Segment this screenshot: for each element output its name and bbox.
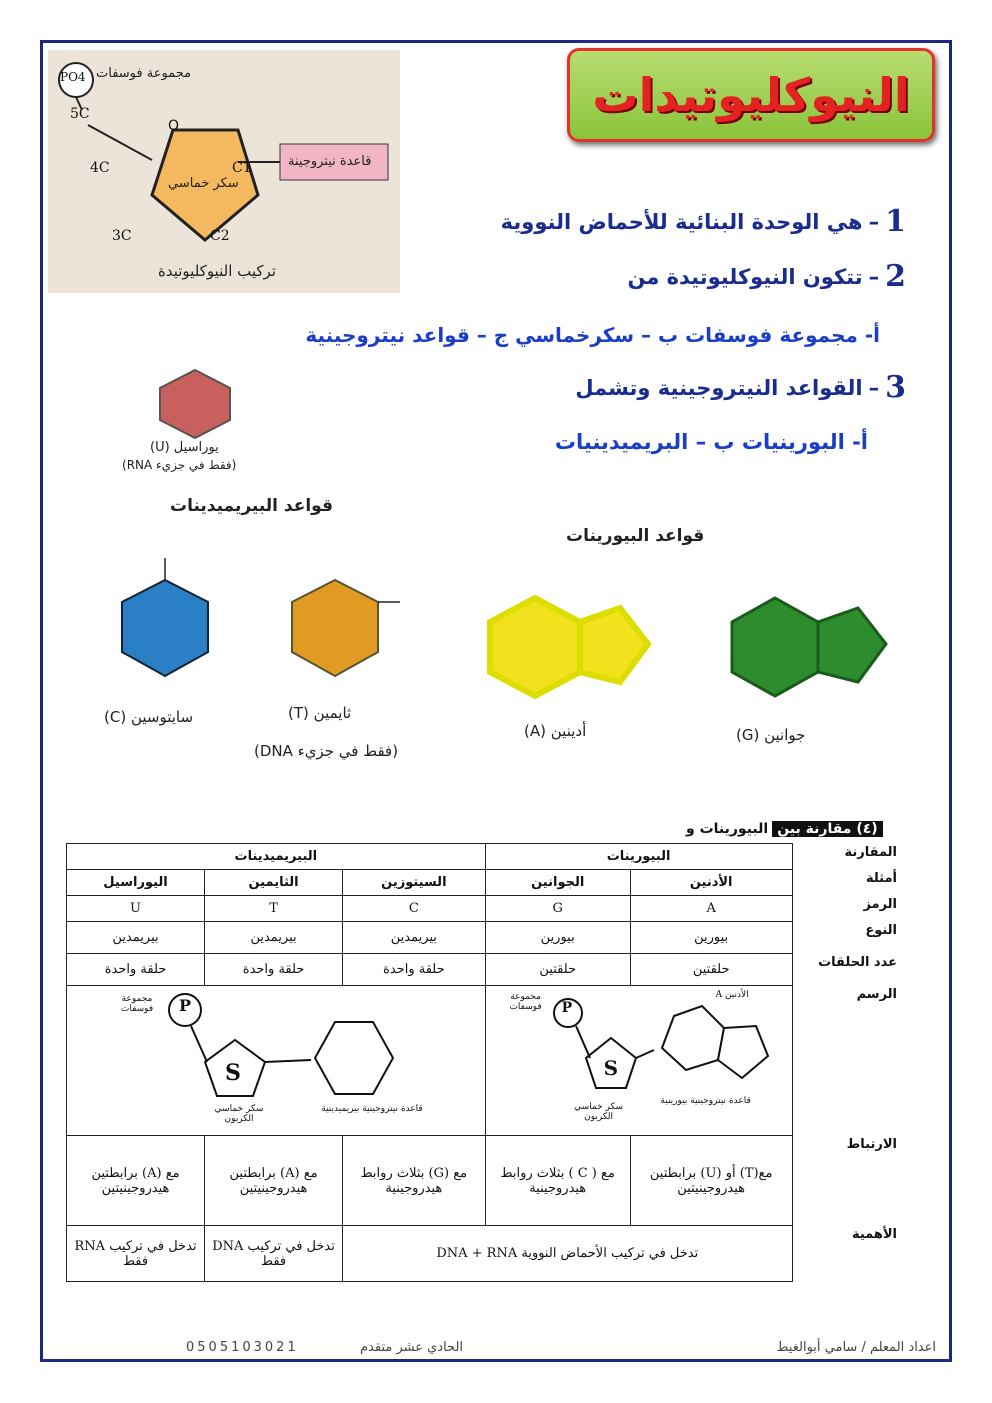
pyrimidine-p-bond — [191, 1026, 207, 1062]
col-name: السيتوزين — [343, 870, 486, 896]
purine-drawing-cell — [485, 986, 792, 1136]
bond-cell: مع (A) برابطتين هيدروجينيتين — [67, 1136, 205, 1226]
uracil-ring — [160, 370, 230, 438]
purines-heading: قواعد البيورينات — [566, 526, 705, 546]
type-cell: بيريمدين — [343, 922, 486, 954]
pyrimidine-p-letter: P — [179, 996, 192, 1015]
symbol-cell: A — [630, 896, 792, 922]
comparison-title-box: (٤) مقارنة بين — [772, 821, 882, 837]
bond-cell: مع(T) أو (U) برابطتين هيدروجينيتين — [630, 1136, 792, 1226]
type-cell: بيريمدين — [205, 922, 343, 954]
guanine-ring6 — [732, 598, 818, 696]
group-pyrimidines: البيريميدينات — [67, 844, 486, 870]
symbol-cell: T — [205, 896, 343, 922]
label-c2: C2 — [210, 228, 230, 244]
purine-adenine-label: الأدنين A — [715, 990, 749, 1000]
bond-cell: مع (A) برابطتين هيدروجينيتين — [205, 1136, 343, 1226]
label-c3: 3C — [112, 228, 132, 244]
bases-structures — [90, 540, 890, 720]
rings-cell: حلقة واحدة — [67, 954, 205, 986]
thymine-ring — [292, 580, 378, 676]
purine-base-label: قاعدة نيتروجينية بيورينية — [660, 1096, 751, 1106]
footer-grade: الحادي عشر متقدم — [360, 1340, 464, 1355]
footer-phone: 0505103021 — [186, 1340, 299, 1355]
purine-p-letter: P — [561, 1000, 573, 1016]
comparison-table — [66, 843, 900, 1282]
col-name: اليوراسيل — [67, 870, 205, 896]
rings-cell: حلقتين — [485, 954, 630, 986]
col-name: الأدنين — [630, 870, 792, 896]
purine-ring5 — [718, 1026, 768, 1078]
row-header-importance: الأهمية — [851, 1226, 897, 1242]
point-2-number: 2 — [885, 259, 906, 294]
pyrimidine-drawing-cell — [67, 986, 486, 1136]
point-3-text: القواعد النيتروجينية وتشمل — [575, 375, 863, 400]
pyrimidine-base-bond — [265, 1060, 311, 1062]
c5-bond — [88, 125, 152, 160]
importance-uracil: تدخل في تركيب RNA فقط — [67, 1226, 205, 1282]
base-label: قاعدة نيتروجينة — [288, 154, 372, 169]
point-1-number: 1 — [885, 204, 906, 239]
comparison-title-tail: البيورينات و — [686, 821, 769, 837]
row-header-rings: عدد الحلقات — [818, 954, 897, 970]
adenine-ring6 — [490, 598, 580, 696]
label-c4: 4C — [90, 160, 110, 176]
atom-o: O — [168, 118, 180, 134]
col-name: الجوانين — [485, 870, 630, 896]
row-header-drawing: الرسم — [856, 986, 897, 1002]
row-header-examples: أمثلة — [865, 870, 897, 886]
adenine-label: أدينين (A) — [524, 722, 587, 740]
thymine-label: ثايمين (T) — [288, 704, 352, 722]
label-c1: C1 — [232, 160, 252, 176]
row-header-symbol: الرمز — [863, 896, 897, 912]
type-cell: بيورين — [630, 922, 792, 954]
importance-thymine: تدخل في تركيب DNA فقط — [205, 1226, 343, 1282]
row-header-type: النوع — [865, 922, 897, 938]
point-1: 1 – هي الوحدة البنائية للأحماض النووية — [500, 204, 906, 239]
symbol-cell: C — [343, 896, 486, 922]
title-banner — [567, 48, 935, 142]
symbol-cell: U — [67, 896, 205, 922]
thymine-note: (فقط في جزيء DNA) — [254, 742, 399, 760]
rings-cell: حلقة واحدة — [343, 954, 486, 986]
bond-cell: مع ( C ) بثلاث روابط هيدروجينية — [485, 1136, 630, 1226]
pyrimidine-sugar-label: سكر خماسي الكربون — [214, 1104, 264, 1124]
point-3: 3 – القواعد النيتروجينية وتشمل — [575, 370, 906, 405]
comparison-title — [686, 818, 883, 840]
pyrimidine-ring6 — [315, 1022, 393, 1094]
row-header-bond: الارتباط — [846, 1136, 897, 1152]
bases-line: أ- البورينيات ب – البريميدينيات — [554, 430, 868, 454]
phosphate-label: مجموعة فوسفات — [96, 66, 192, 81]
purine-ring6 — [662, 1006, 724, 1070]
group-purines: البيورينات — [485, 844, 792, 870]
uracil-structure — [140, 362, 250, 442]
phosphate-formula: PO4 — [60, 70, 86, 84]
diagram-caption: تركيب النيوكليوتيدة — [158, 262, 276, 280]
pyrimidine-base-label: قاعدة نيتروجينية بيريميدينية — [321, 1104, 423, 1114]
purine-sugar-label: سكر خماسي الكربون — [574, 1102, 624, 1122]
importance-purines: تدخل في تركيب الأحماض النووية DNA + RNA — [343, 1226, 792, 1282]
pyrimidine-s-letter: S — [225, 1060, 241, 1086]
guanine-ring5 — [818, 608, 886, 682]
page-title: النيوكليوتيدات — [592, 68, 910, 122]
purine-base-bond — [636, 1050, 654, 1058]
nucleotide-diagram — [48, 50, 400, 293]
point-3-number: 3 — [885, 370, 906, 405]
pyrimidines-heading: قواعد البيريميدينات — [170, 496, 333, 516]
point-2: 2 – تتكون النيوكليوتيدة من — [627, 259, 906, 294]
rings-cell: حلقتين — [630, 954, 792, 986]
rings-cell: حلقة واحدة — [205, 954, 343, 986]
purine-phosphate-label: مجموعة فوسفات — [509, 992, 542, 1012]
purine-p-bond — [576, 1026, 590, 1058]
type-cell: بيريمدين — [67, 922, 205, 954]
uracil-name: يوراسيل (U) — [150, 440, 219, 455]
guanine-label: جوانين (G) — [736, 726, 806, 744]
cytosine-ring — [122, 580, 208, 676]
cytosine-label: سايتوسين (C) — [104, 708, 194, 726]
components-line: أ- مجموعة فوسفات ب – سكرخماسي ج – قواعد نيتروجينية — [305, 323, 880, 347]
pyrimidine-phosphate-label: مجموعة فوسفات — [120, 994, 154, 1014]
symbol-cell: G — [485, 896, 630, 922]
adenine-ring5 — [580, 608, 648, 682]
bond-cell: مع (G) بثلاث روابط هيدروجينية — [343, 1136, 486, 1226]
uracil-note: (فقط في جزيء RNA) — [122, 458, 237, 472]
col-name: الثايمين — [205, 870, 343, 896]
purine-s-letter: S — [603, 1056, 619, 1080]
sugar-label: سكر خماسي — [168, 176, 239, 191]
point-1-text: هي الوحدة البنائية للأحماض النووية — [500, 209, 863, 234]
row-header-compare: المقارنة — [844, 844, 897, 860]
footer-teacher: اعداد المعلم / سامي أبوالغيط — [776, 1340, 936, 1355]
label-c5: 5C — [70, 106, 90, 122]
type-cell: بيورين — [485, 922, 630, 954]
point-2-text: تتكون النيوكليوتيدة من — [627, 264, 863, 289]
